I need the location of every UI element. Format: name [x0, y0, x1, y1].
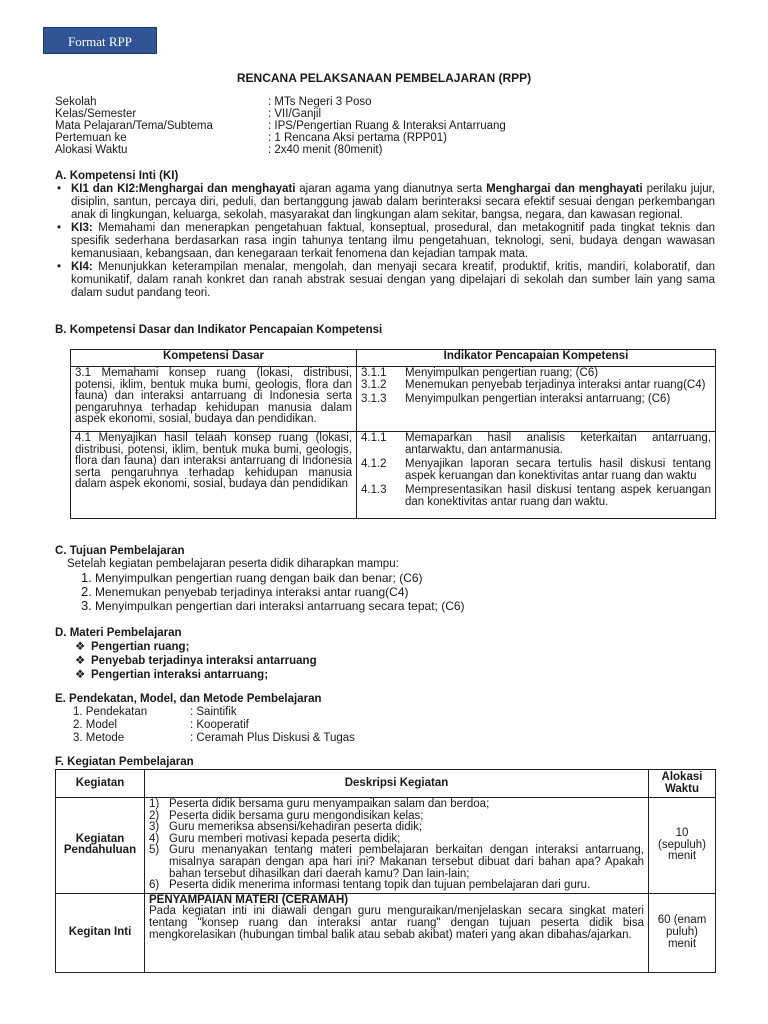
format-rpp-badge: Format RPP — [43, 27, 157, 54]
time-cell: 60 (enam puluh) menit — [649, 893, 716, 972]
list-item — [81, 599, 695, 613]
identity-value: : MTs Negeri 3 Poso — [268, 96, 372, 108]
ki1-label: KI1 dan KI2:Menghargai dan menghayati — [71, 183, 296, 195]
ipk-text: Mempresentasikan hasil diskusi tentang aspek keruangan dan konektivitas antar ruang dan waktu. — [405, 484, 711, 508]
method-list — [55, 706, 695, 745]
step-number: 2) — [149, 809, 160, 822]
section-a-heading: A. Kompetensi Inti (KI) — [55, 170, 179, 182]
section-f-heading: F. Kegiatan Pembelajaran — [55, 756, 194, 768]
step-number: 1) — [149, 798, 160, 810]
identity-row — [55, 120, 735, 132]
list-item — [75, 668, 695, 682]
ipk-text: Menyajikan laporan secara tertulis hasil diskusi tentang aspek keruangan dan konektivitas antar ruang dan waktu — [405, 458, 711, 482]
description-cell — [145, 798, 649, 894]
activity-label: Kegiatan Pendahuluan — [56, 798, 145, 894]
identity-label: Mata Pelajaran/Tema/Subtema — [55, 120, 213, 132]
list-item — [73, 719, 695, 732]
method-label: 2. Model — [73, 719, 118, 731]
ki4-label: KI4: — [71, 261, 93, 273]
list-item — [81, 571, 695, 585]
method-value: : Kooperatif — [190, 719, 249, 731]
method-label: 3. Metode — [73, 732, 125, 744]
identity-label: Pertemuan ke — [55, 132, 127, 144]
diamond-bullet-icon: ❖ — [75, 655, 86, 667]
method-label: 1. Pendekatan — [73, 706, 148, 718]
identity-label: Alokasi Waktu — [55, 144, 128, 156]
section-d — [55, 626, 695, 682]
diamond-bullet-icon: ❖ — [75, 641, 86, 653]
identity-value: : 2x40 menit (80menit) — [268, 144, 383, 156]
section-c-intro: Setelah kegiatan pembelajaran peserta didik diharapkan mampu: — [67, 558, 399, 570]
identity-row — [55, 144, 735, 156]
list-item — [149, 799, 644, 811]
step-text: Peserta didik bersama guru menyampaikan salam dan berdoa; — [169, 798, 490, 810]
ipk-number: 4.1.2 — [361, 458, 387, 471]
identity-value: : 1 Rencana Aksi pertama (RPP01) — [268, 132, 447, 144]
table-row — [71, 432, 716, 519]
time-header: Alokasi Waktu — [649, 770, 716, 798]
ipk-item — [361, 368, 711, 380]
step-number: 5) — [149, 844, 160, 857]
ipk-item — [361, 459, 711, 482]
material-text: Pengertian ruang; — [91, 641, 190, 653]
section-e — [55, 693, 695, 745]
ipk-number: 4.1.1 — [361, 432, 387, 444]
section-c-heading: C. Tujuan Pembelajaran — [55, 545, 185, 557]
material-text: Pengertian interaksi antarruang; — [91, 669, 269, 681]
step-number: 6) — [149, 879, 160, 892]
ipk-text: Menemukan penyebab terjadinya interaksi antar ruang(C4) — [405, 378, 706, 391]
ipk-cell — [357, 432, 716, 519]
identity-block — [55, 96, 735, 156]
section-d-heading: D. Materi Pembelajaran — [55, 627, 182, 639]
table-row — [56, 798, 716, 894]
activity-header: Kegiatan — [56, 770, 145, 798]
ipk-item — [361, 485, 711, 508]
objective-list — [55, 571, 695, 613]
identity-row — [55, 132, 735, 144]
kd-cell: 3.1 Memahami konsep ruang (lokasi, distribusi, potensi, iklim, bentuk muka bumi, geologis, flora dan fauna) dan interaksi antarruang di Indonesia serta pengaruhnya terhadap kehidupan manusia dalam aspek ekonomi, sosial, budaya dan pendidikan. — [71, 367, 357, 432]
section-c — [55, 545, 695, 613]
table-row — [56, 893, 716, 972]
step-text: Guru memberi motivasi kepada peserta didik; — [169, 832, 401, 845]
ipk-item — [361, 394, 711, 406]
step-number: 3) — [149, 821, 160, 834]
identity-row — [55, 108, 735, 120]
ipk-number: 3.1.1 — [361, 367, 387, 379]
method-value: : Ceramah Plus Diskusi & Tugas — [190, 732, 355, 744]
ipk-text: Menyimpulkan pengertian interaksi antarruang; (C6) — [405, 393, 671, 406]
ki1-text-rest: perilaku jujur, disiplin, santun, percaya diri, peduli, dan bertanggung jawab dalam berinteraksi secara efektif sesuai dengan perkembangan anak di lingkungan, keluarga, sekolah, masyarakat dan lingkungan alam sekitar, bangsa, negara, dan kawasan regional. — [71, 183, 716, 221]
section-b-heading: B. Kompetensi Dasar dan Indikator Pencapaian Kompetensi — [55, 324, 383, 336]
objective-number: 2. — [81, 584, 92, 599]
ki-list — [55, 183, 715, 300]
step-text: Peserta didik bersama guru mengondisikan kelas; — [169, 809, 424, 822]
step-number: 4) — [149, 832, 160, 845]
inti-subheading: PENYAMPAIAN MATERI (CERAMAH) — [149, 893, 349, 906]
ipk-number: 4.1.3 — [361, 484, 387, 497]
ki4-text: Menunjukkan keterampilan menalar, mengolah, dan menyaji secara kreatif, produktif, kritis, mandiri, kolaboratif, dan komunikatif, dalam ranah konkret dan ranah abstrak sesuai dengan yang dipelajari di sekolah dan sumber lain yang sama dalam sudut pandang teori. — [71, 261, 715, 299]
time-cell: 10 (sepuluh) menit — [649, 798, 716, 894]
step-text: Peserta didik menerima informasi tentang topik dan tujuan pembelajaran dari guru. — [169, 879, 591, 892]
ki3-item — [55, 222, 715, 261]
ki3-label: KI3: — [71, 222, 93, 234]
ipk-item — [361, 433, 711, 456]
step-text: Guru menanyakan tentang materi pembelajaran berkaitan dengan interaksi antarruang, misalnya sarapan dengan apa hari ini? Makanan tersebut dibuat dari bahan apa? Apakah bahan tersebut dihasilkan dari daerah kamu? Dan lain-lain; — [169, 844, 644, 880]
document-title: RENCANA PELAKSANAAN PEMBELAJARAN (RPP) — [236, 71, 532, 85]
ki4-item — [55, 261, 715, 300]
kd-table — [70, 349, 716, 519]
ki1-item — [55, 183, 715, 222]
objective-text: Menemukan penyebab terjadinya interaksi antar ruang(C4) — [95, 585, 409, 599]
ipk-header: Indikator Pencapaian Kompetensi — [357, 350, 716, 367]
identity-value: : VII/Ganjil — [268, 108, 322, 120]
kd-cell: 4.1 Menyajikan hasil telaah konsep ruang (lokasi, distribusi, potensi, iklim, bentuk muka bumi, geologis, flora dan fauna) dan interaksi antarruang di Indonesia serta pengaruhnya terhadap kehidupan manusia dalam aspek ekonomi, sosial, budaya dan pendidikan — [71, 432, 357, 519]
ipk-text: Memaparkan hasil analisis keterkaitan antarruang, antarwaktu, dan antarmanusia. — [405, 432, 711, 456]
section-a — [55, 170, 715, 300]
step-text: Guru memeriksa absensi/kehadiran peserta didik; — [169, 821, 423, 834]
description-header: Deskripsi Kegiatan — [145, 770, 649, 798]
list-item — [75, 640, 695, 654]
activity-label: Kegitan Inti — [56, 893, 145, 972]
table-row — [71, 367, 716, 432]
objective-number: 1. — [81, 570, 92, 585]
list-item — [73, 706, 695, 719]
ki3-text: Memahami dan menerapkan pengetahuan faktual, konseptual, prosedural, dan metakognitif pada tingkat teknis dan spesifik sederhana berdasarkan rasa ingin tahunya tentang ilmu pengetahuan, teknologi, seni, budaya dengan wawasan kemanusiaan, kebangsaan, dan kenegaraan terkait fenomena dan kejadian tampak mata. — [71, 222, 715, 260]
ipk-item — [361, 380, 711, 392]
list-item — [75, 654, 695, 668]
objective-text: Menyimpulkan pengertian ruang dengan baik dan benar; (C6) — [95, 571, 423, 585]
list-item — [149, 880, 644, 892]
ipk-number: 3.1.2 — [361, 378, 387, 391]
ipk-number: 3.1.3 — [361, 393, 387, 406]
ki1-text: ajaran agama yang dianutnya serta — [295, 183, 487, 195]
description-cell — [145, 893, 649, 972]
list-item — [73, 732, 695, 745]
identity-label: Kelas/Semester — [55, 108, 137, 120]
kd-header: Kompetensi Dasar — [71, 350, 357, 367]
ipk-cell — [357, 367, 716, 432]
section-e-heading: E. Pendekatan, Model, dan Metode Pembelajaran — [55, 693, 322, 705]
ipk-text: Menyimpulkan pengertian ruang; (C6) — [405, 367, 599, 379]
objective-number: 3. — [81, 598, 92, 613]
identity-label: Sekolah — [55, 96, 97, 108]
identity-value: : IPS/Pengertian Ruang & Interaksi Antarruang — [268, 120, 506, 132]
method-value: : Saintifik — [190, 706, 237, 718]
diamond-bullet-icon: ❖ — [75, 669, 86, 681]
ki1-emphasis: Menghargai dan menghayati — [486, 183, 643, 195]
material-text: Penyebab terjadinya interaksi antarruang — [91, 655, 317, 667]
inti-text: Pada kegiatan inti ini diawali dengan guru menguraikan/menjelaskan secara singkat materi tentang "konsep ruang dan interaksi antar ruang" dengan tujuan peserta didik bisa mengkorelasikan (hubungan timbal balik atau sebab akibat) materi yang akan dibahas/ajarkan. — [149, 905, 644, 941]
objective-text: Menyimpulkan pengertian dari interaksi antarruang secara tepat; (C6) — [95, 599, 465, 613]
activity-table — [55, 769, 716, 973]
list-item — [149, 845, 644, 880]
list-item — [81, 585, 695, 599]
material-list — [55, 640, 695, 682]
identity-row — [55, 96, 735, 108]
